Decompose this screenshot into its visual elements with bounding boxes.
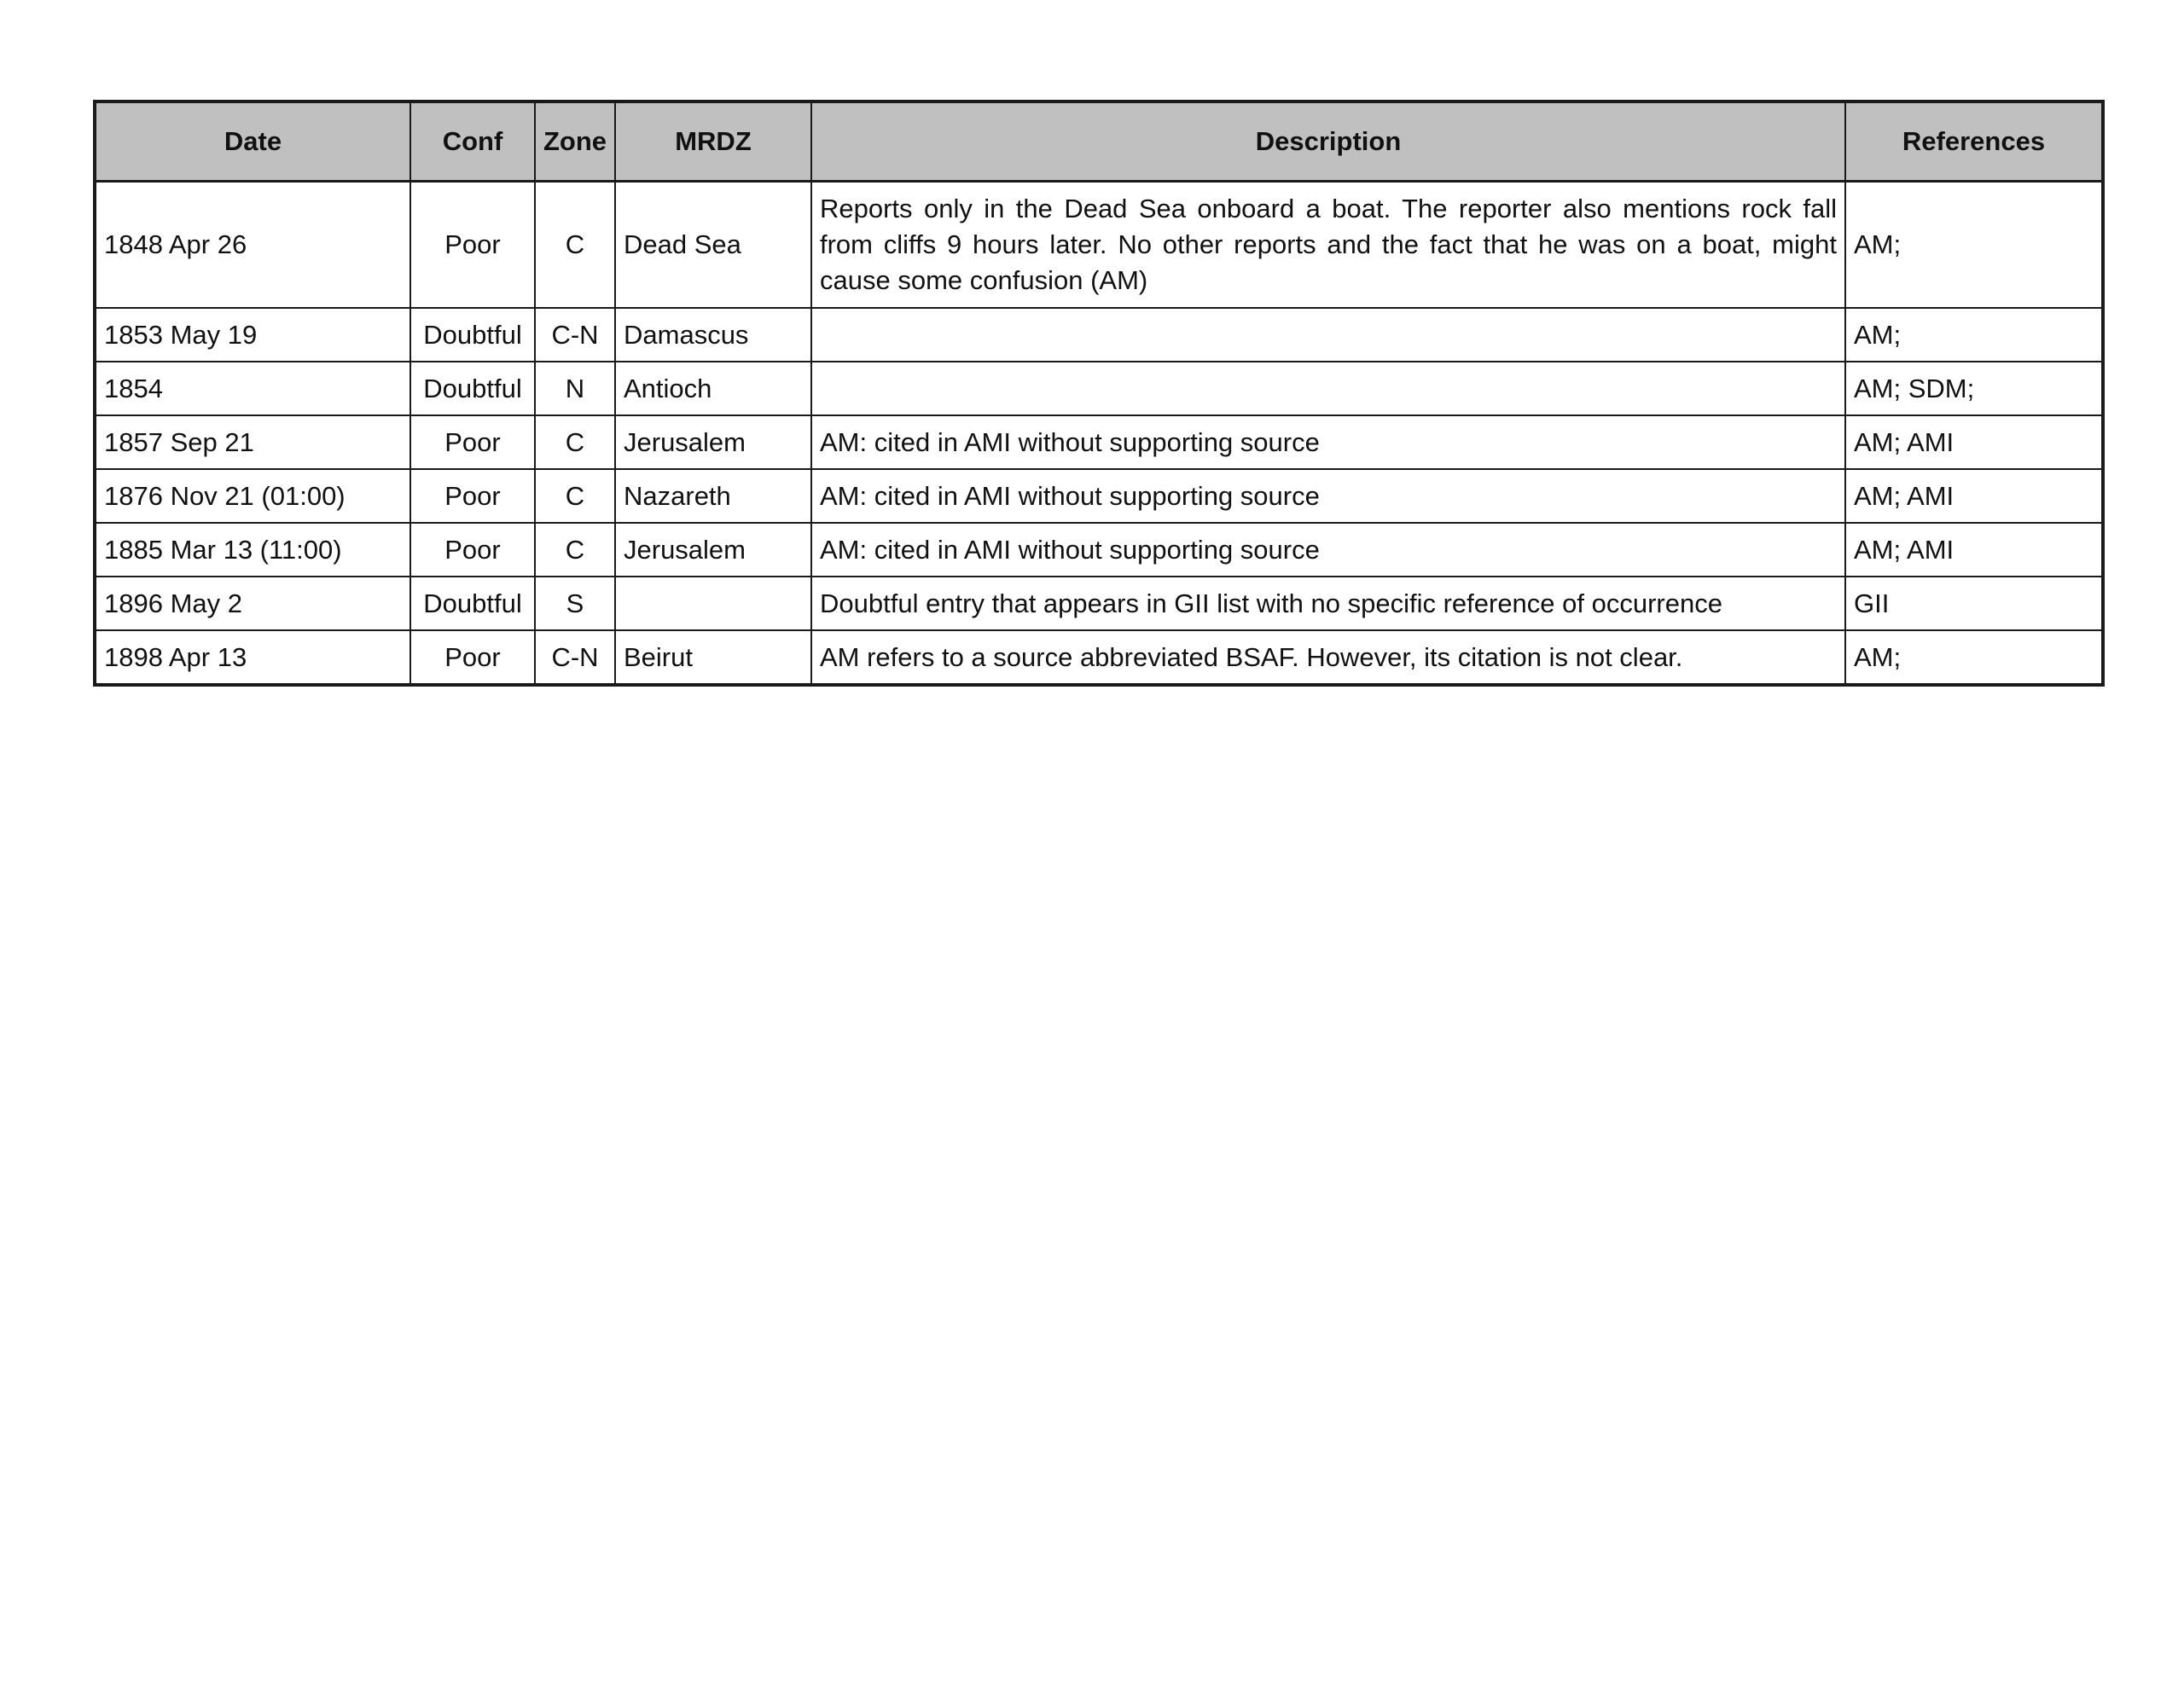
cell-references: AM; (1845, 182, 2103, 309)
cell-description: Doubtful entry that appears in GII list with no specific reference of occurrence (811, 577, 1845, 630)
cell-mrdz: Antioch (615, 362, 811, 415)
table-row (95, 577, 2103, 630)
cell-references: AM; SDM; (1845, 362, 2103, 415)
cell-zone: C (535, 415, 615, 469)
cell-zone: S (535, 577, 615, 630)
cell-conf: Doubtful (410, 362, 535, 415)
cell-references: AM; (1845, 308, 2103, 362)
cell-mrdz: Jerusalem (615, 523, 811, 577)
table-row (95, 308, 2103, 362)
cell-description: AM: cited in AMI without supporting source (811, 415, 1845, 469)
header-row (95, 101, 2103, 182)
table-row (95, 415, 2103, 469)
table-header (95, 101, 2103, 182)
cell-mrdz: Jerusalem (615, 415, 811, 469)
cell-date: 1857 Sep 21 (95, 415, 410, 469)
cell-description: AM refers to a source abbreviated BSAF. However, its citation is not clear. (811, 630, 1845, 685)
cell-mrdz: Dead Sea (615, 182, 811, 309)
cell-mrdz: Nazareth (615, 469, 811, 523)
table-row (95, 469, 2103, 523)
header-conf: Conf (410, 101, 535, 182)
cell-description: AM: cited in AMI without supporting source (811, 469, 1845, 523)
cell-references: AM; AMI (1845, 469, 2103, 523)
cell-conf: Poor (410, 469, 535, 523)
cell-date: 1854 (95, 362, 410, 415)
cell-mrdz: Damascus (615, 308, 811, 362)
table-row (95, 523, 2103, 577)
cell-references: GII (1845, 577, 2103, 630)
cell-date: 1896 May 2 (95, 577, 410, 630)
events-table (93, 100, 2105, 687)
cell-references: AM; AMI (1845, 415, 2103, 469)
cell-description: AM: cited in AMI without supporting source (811, 523, 1845, 577)
cell-zone: N (535, 362, 615, 415)
cell-date: 1876 Nov 21 (01:00) (95, 469, 410, 523)
header-zone: Zone (535, 101, 615, 182)
cell-date: 1848 Apr 26 (95, 182, 410, 309)
cell-conf: Doubtful (410, 577, 535, 630)
cell-conf: Poor (410, 415, 535, 469)
cell-zone: C (535, 523, 615, 577)
table-row (95, 362, 2103, 415)
cell-zone: C-N (535, 308, 615, 362)
cell-zone: C-N (535, 630, 615, 685)
table-body (95, 182, 2103, 686)
cell-zone: C (535, 469, 615, 523)
cell-date: 1885 Mar 13 (11:00) (95, 523, 410, 577)
cell-conf: Doubtful (410, 308, 535, 362)
header-references: References (1845, 101, 2103, 182)
cell-description (811, 308, 1845, 362)
table-row (95, 182, 2103, 309)
cell-conf: Poor (410, 523, 535, 577)
header-mrdz: MRDZ (615, 101, 811, 182)
header-date: Date (95, 101, 410, 182)
header-description: Description (811, 101, 1845, 182)
cell-mrdz (615, 577, 811, 630)
cell-date: 1898 Apr 13 (95, 630, 410, 685)
table-row (95, 630, 2103, 685)
cell-references: AM; (1845, 630, 2103, 685)
cell-references: AM; AMI (1845, 523, 2103, 577)
cell-description: Reports only in the Dead Sea onboard a boat. The reporter also mentions rock fall from cliffs 9 hours later. No other reports and the fact that he was on a boat, might cause some confusion (AM) (811, 182, 1845, 309)
cell-conf: Poor (410, 182, 535, 309)
cell-zone: C (535, 182, 615, 309)
cell-mrdz: Beirut (615, 630, 811, 685)
cell-description (811, 362, 1845, 415)
cell-conf: Poor (410, 630, 535, 685)
cell-date: 1853 May 19 (95, 308, 410, 362)
